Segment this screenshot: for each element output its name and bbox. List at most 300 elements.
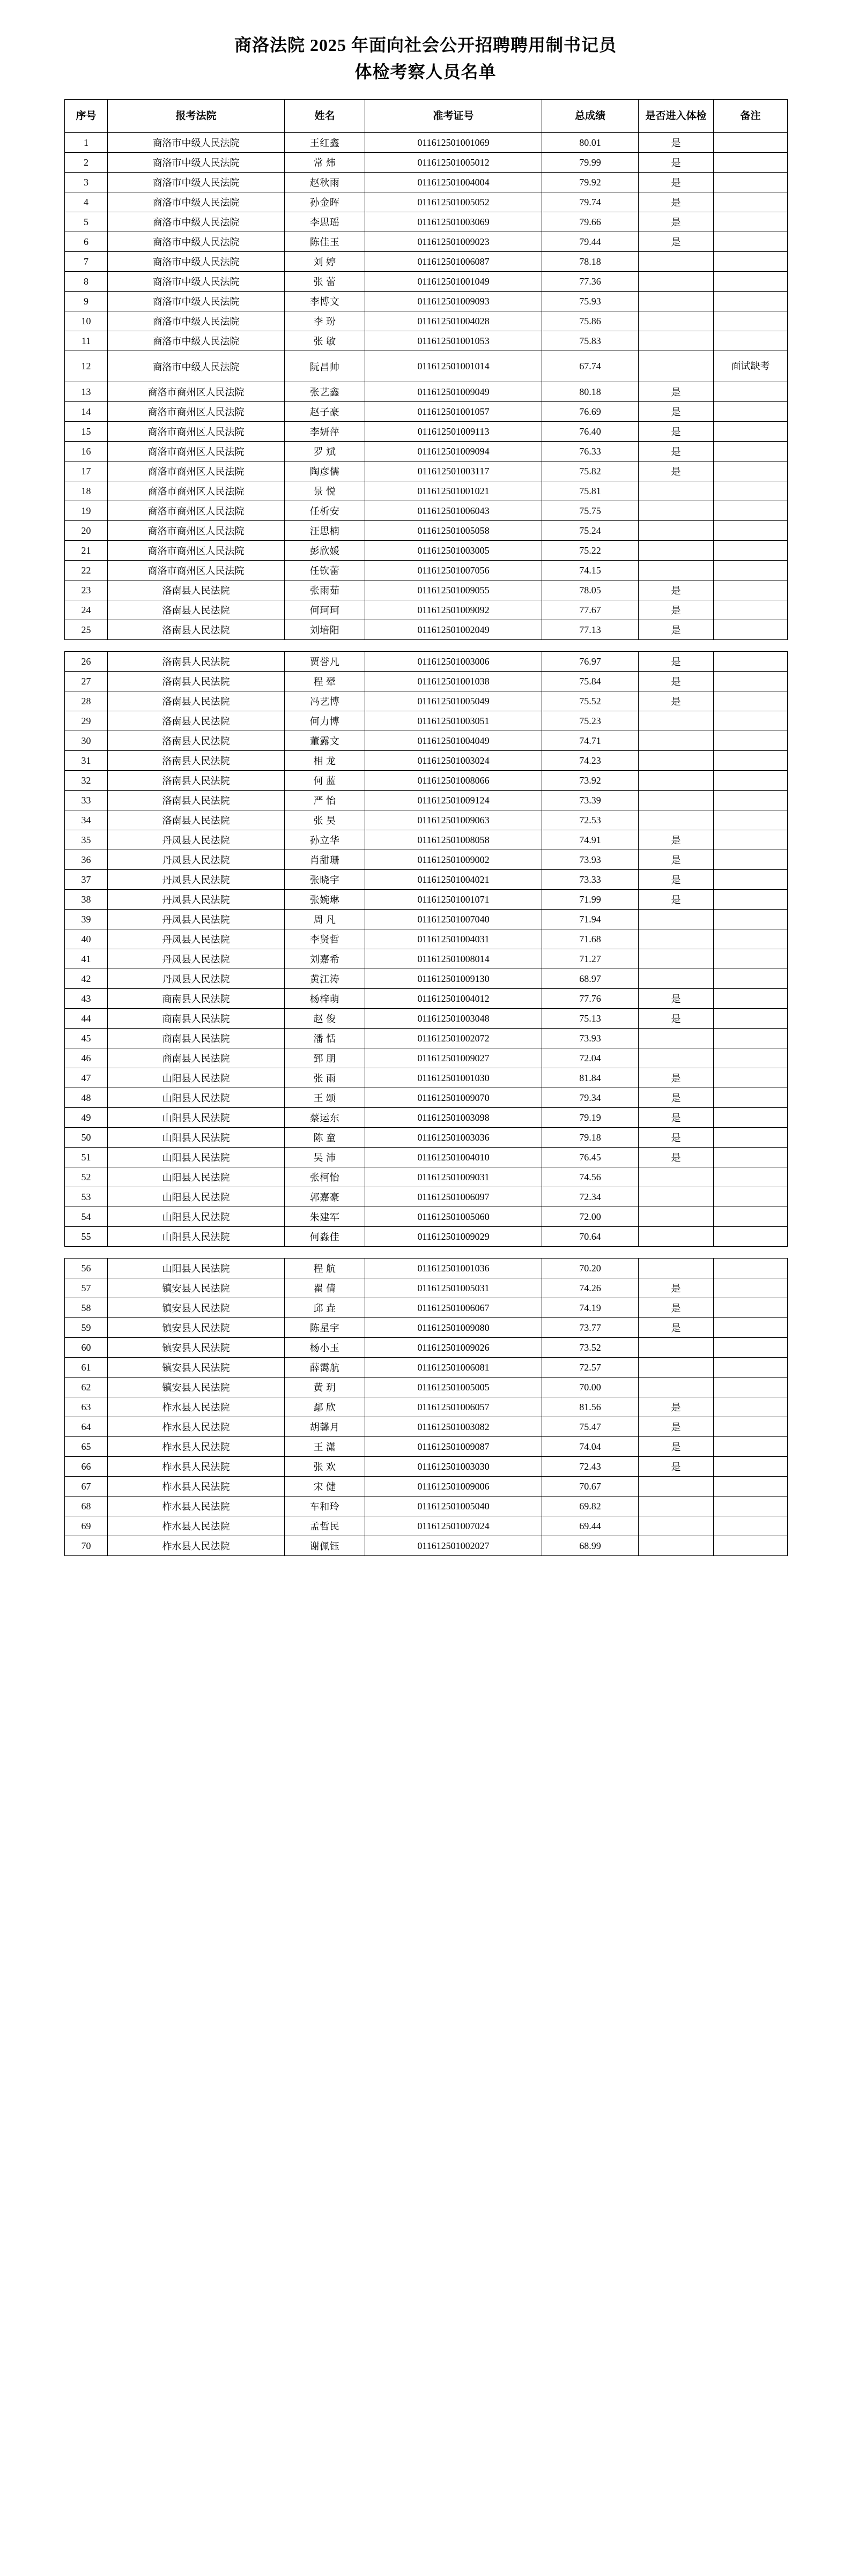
cell-ticket: 011612501006057 [365,1397,542,1417]
cell-ticket: 011612501003098 [365,1108,542,1128]
cell-medical: 是 [639,133,714,153]
cell-seq: 24 [65,600,108,620]
cell-seq: 32 [65,771,108,791]
cell-remark [714,1378,788,1397]
cell-score: 69.44 [542,1516,639,1536]
table-row [65,620,788,640]
cell-name: 杨小玉 [285,1338,365,1358]
cell-remark [714,910,788,929]
cell-score: 74.19 [542,1298,639,1318]
table-row [65,1497,788,1516]
cell-seq: 15 [65,422,108,442]
cell-remark [714,382,788,402]
cell-score: 67.74 [542,351,639,382]
cell-score: 79.66 [542,212,639,232]
cell-ticket: 011612501001036 [365,1259,542,1278]
cell-ticket: 011612501008066 [365,771,542,791]
cell-name: 宋 健 [285,1477,365,1497]
cell-seq: 14 [65,402,108,422]
cell-medical: 是 [639,422,714,442]
table-row [65,252,788,272]
cell-seq: 20 [65,521,108,541]
cell-seq: 27 [65,672,108,691]
table-row [65,292,788,311]
cell-seq: 42 [65,969,108,989]
cell-score: 74.71 [542,731,639,751]
cell-name: 李博文 [285,292,365,311]
table-row [65,501,788,521]
cell-ticket: 011612501008014 [365,949,542,969]
cell-seq: 41 [65,949,108,969]
cell-ticket: 011612501007056 [365,561,542,580]
cell-medical: 是 [639,691,714,711]
table-row [65,1358,788,1378]
table-row [65,1167,788,1187]
table-row [65,1148,788,1167]
cell-score: 76.33 [542,442,639,461]
cell-medical: 是 [639,870,714,890]
cell-medical [639,272,714,292]
table-row [65,351,788,382]
table-row [65,652,788,672]
cell-name: 张 欢 [285,1457,365,1477]
cell-remark [714,731,788,751]
cell-seq: 34 [65,810,108,830]
table-row [65,272,788,292]
cell-medical [639,521,714,541]
cell-medical: 是 [639,1128,714,1148]
cell-remark [714,232,788,252]
cell-ticket: 011612501003051 [365,711,542,731]
cell-medical [639,1167,714,1187]
cell-court: 商南县人民法院 [108,989,285,1009]
cell-name: 常 炜 [285,153,365,173]
table-row [65,481,788,501]
cell-name: 贾誉凡 [285,652,365,672]
cell-seq: 38 [65,890,108,910]
cell-score: 77.67 [542,600,639,620]
table-body [65,133,788,1556]
cell-court: 丹凤县人民法院 [108,830,285,850]
cell-name: 赵秋雨 [285,173,365,192]
table-row [65,810,788,830]
cell-medical: 是 [639,1108,714,1128]
cell-name: 汪思楠 [285,521,365,541]
cell-medical [639,331,714,351]
cell-name: 周 凡 [285,910,365,929]
cell-court: 商洛市商州区人民法院 [108,422,285,442]
table-row [65,850,788,870]
cell-name: 严 怡 [285,791,365,810]
cell-name: 相 龙 [285,751,365,771]
cell-score: 77.76 [542,989,639,1009]
cell-ticket: 011612501003024 [365,751,542,771]
cell-score: 79.74 [542,192,639,212]
cell-remark [714,561,788,580]
cell-court: 镇安县人民法院 [108,1358,285,1378]
cell-remark [714,173,788,192]
cell-score: 74.04 [542,1437,639,1457]
cell-name: 程 翚 [285,672,365,691]
cell-name: 罗 斌 [285,442,365,461]
cell-name: 何 蓝 [285,771,365,791]
cell-medical [639,501,714,521]
cell-name: 陈 童 [285,1128,365,1148]
cell-court: 商洛市中级人民法院 [108,133,285,153]
table-row [65,1278,788,1298]
cell-seq: 35 [65,830,108,850]
cell-remark [714,331,788,351]
table-header [65,100,788,133]
cell-seq: 10 [65,311,108,331]
cell-medical [639,969,714,989]
cell-court: 商洛市中级人民法院 [108,331,285,351]
cell-remark [714,1068,788,1088]
cell-remark [714,969,788,989]
cell-seq: 18 [65,481,108,501]
cell-name: 鄢 欣 [285,1397,365,1417]
cell-ticket: 011612501009093 [365,292,542,311]
cell-score: 75.47 [542,1417,639,1437]
cell-court: 商洛市中级人民法院 [108,232,285,252]
cell-court: 柞水县人民法院 [108,1536,285,1556]
roster-table [64,99,788,1556]
cell-medical: 是 [639,830,714,850]
cell-seq: 55 [65,1227,108,1247]
cell-ticket: 011612501009094 [365,442,542,461]
cell-court: 洛南县人民法院 [108,652,285,672]
title-line-2: 体检考察人员名单 [354,62,497,81]
cell-seq: 4 [65,192,108,212]
cell-court: 商洛市中级人民法院 [108,153,285,173]
cell-medical [639,252,714,272]
cell-remark [714,672,788,691]
cell-ticket: 011612501009026 [365,1338,542,1358]
table-row [65,1378,788,1397]
cell-remark [714,620,788,640]
cell-medical: 是 [639,1278,714,1298]
cell-ticket: 011612501005049 [365,691,542,711]
cell-ticket: 011612501004021 [365,870,542,890]
cell-name: 孟哲民 [285,1516,365,1536]
cell-medical [639,1497,714,1516]
cell-score: 77.13 [542,620,639,640]
cell-remark [714,252,788,272]
cell-score: 79.18 [542,1128,639,1148]
cell-court: 洛南县人民法院 [108,791,285,810]
cell-medical: 是 [639,890,714,910]
table-row [65,1457,788,1477]
cell-remark [714,652,788,672]
cell-ticket: 011612501009002 [365,850,542,870]
cell-score: 76.69 [542,402,639,422]
table-row [65,870,788,890]
cell-remark [714,133,788,153]
cell-remark [714,1358,788,1378]
cell-name: 何力博 [285,711,365,731]
cell-court: 商洛市中级人民法院 [108,192,285,212]
cell-court: 山阳县人民法院 [108,1259,285,1278]
cell-remark [714,1417,788,1437]
cell-score: 80.18 [542,382,639,402]
cell-court: 商南县人民法院 [108,1009,285,1029]
cell-court: 山阳县人民法院 [108,1108,285,1128]
cell-score: 73.52 [542,1338,639,1358]
cell-score: 73.77 [542,1318,639,1338]
cell-court: 洛南县人民法院 [108,672,285,691]
cell-remark [714,1088,788,1108]
cell-score: 74.15 [542,561,639,580]
cell-remark [714,1278,788,1298]
cell-score: 72.04 [542,1048,639,1068]
cell-remark [714,890,788,910]
cell-medical: 是 [639,442,714,461]
cell-seq: 39 [65,910,108,929]
table-row [65,331,788,351]
cell-seq: 40 [65,929,108,949]
table-row [65,691,788,711]
column-header-ticket: 准考证号 [365,100,542,133]
cell-seq: 26 [65,652,108,672]
cell-court: 商南县人民法院 [108,1048,285,1068]
cell-seq: 63 [65,1397,108,1417]
cell-ticket: 011612501006097 [365,1187,542,1207]
table-row [65,791,788,810]
cell-remark [714,541,788,561]
cell-medical: 是 [639,1068,714,1088]
cell-ticket: 011612501001049 [365,272,542,292]
cell-seq: 57 [65,1278,108,1298]
cell-name: 孙立华 [285,830,365,850]
cell-name: 肖甜珊 [285,850,365,870]
cell-medical [639,771,714,791]
table-row [65,1318,788,1338]
cell-ticket: 011612501004010 [365,1148,542,1167]
cell-seq: 61 [65,1358,108,1378]
cell-ticket: 011612501002049 [365,620,542,640]
table-row [65,1477,788,1497]
cell-remark [714,870,788,890]
cell-medical [639,1477,714,1497]
cell-name: 陈佳玉 [285,232,365,252]
cell-court: 丹凤县人民法院 [108,929,285,949]
cell-medical [639,1378,714,1397]
cell-court: 山阳县人民法院 [108,1207,285,1227]
cell-score: 76.97 [542,652,639,672]
cell-ticket: 011612501001038 [365,672,542,691]
cell-name: 何淼佳 [285,1227,365,1247]
cell-medical: 是 [639,672,714,691]
cell-score: 75.22 [542,541,639,561]
cell-ticket: 011612501009087 [365,1437,542,1457]
cell-remark [714,989,788,1009]
cell-medical: 是 [639,1088,714,1108]
cell-score: 70.64 [542,1227,639,1247]
cell-name: 张 雨 [285,1068,365,1088]
cell-court: 镇安县人民法院 [108,1318,285,1338]
cell-name: 潘 恬 [285,1029,365,1048]
cell-medical: 是 [639,989,714,1009]
table-row [65,461,788,481]
cell-court: 商洛市商州区人民法院 [108,501,285,521]
cell-remark [714,422,788,442]
cell-name: 朱建军 [285,1207,365,1227]
cell-ticket: 011612501004031 [365,929,542,949]
cell-medical [639,910,714,929]
cell-medical: 是 [639,1457,714,1477]
table-row [65,969,788,989]
cell-name: 彭欣媛 [285,541,365,561]
cell-ticket: 011612501001069 [365,133,542,153]
cell-medical [639,351,714,382]
cell-medical [639,1187,714,1207]
cell-medical [639,541,714,561]
cell-score: 79.44 [542,232,639,252]
cell-court: 柞水县人民法院 [108,1477,285,1497]
cell-name: 陶彦儒 [285,461,365,481]
cell-medical [639,810,714,830]
cell-name: 张艺鑫 [285,382,365,402]
cell-court: 商洛市商州区人民法院 [108,461,285,481]
cell-ticket: 011612501001014 [365,351,542,382]
cell-court: 山阳县人民法院 [108,1148,285,1167]
cell-score: 75.84 [542,672,639,691]
cell-medical [639,292,714,311]
cell-seq: 13 [65,382,108,402]
table-row [65,1088,788,1108]
cell-court: 洛南县人民法院 [108,810,285,830]
table-row [65,1437,788,1457]
cell-medical [639,561,714,580]
cell-ticket: 011612501009049 [365,382,542,402]
table-row [65,1187,788,1207]
cell-ticket: 011612501005040 [365,1497,542,1516]
cell-medical [639,1516,714,1536]
cell-remark [714,771,788,791]
cell-seq: 2 [65,153,108,173]
cell-court: 山阳县人民法院 [108,1227,285,1247]
table-row [65,1338,788,1358]
cell-medical: 是 [639,382,714,402]
cell-seq: 29 [65,711,108,731]
cell-remark [714,521,788,541]
cell-seq: 44 [65,1009,108,1029]
table-row [65,1068,788,1088]
cell-remark [714,949,788,969]
table-row [65,311,788,331]
table-row [65,890,788,910]
cell-court: 柞水县人民法院 [108,1457,285,1477]
table-row [65,672,788,691]
cell-name: 胡馨月 [285,1417,365,1437]
table-row [65,1128,788,1148]
cell-ticket: 011612501004012 [365,989,542,1009]
cell-medical: 是 [639,850,714,870]
cell-name: 王 潇 [285,1437,365,1457]
cell-score: 75.93 [542,292,639,311]
table-row [65,711,788,731]
cell-score: 74.91 [542,830,639,850]
cell-remark [714,691,788,711]
cell-remark [714,580,788,600]
cell-score: 75.83 [542,331,639,351]
cell-score: 75.13 [542,1009,639,1029]
cell-court: 山阳县人民法院 [108,1187,285,1207]
cell-medical: 是 [639,212,714,232]
cell-court: 洛南县人民法院 [108,711,285,731]
cell-name: 黄江涛 [285,969,365,989]
cell-score: 75.52 [542,691,639,711]
table-row [65,580,788,600]
cell-medical [639,711,714,731]
cell-score: 71.27 [542,949,639,969]
cell-remark [714,1298,788,1318]
cell-name: 冯艺博 [285,691,365,711]
cell-remark [714,1437,788,1457]
cell-remark [714,1259,788,1278]
cell-score: 76.45 [542,1148,639,1167]
cell-name: 黄 玥 [285,1378,365,1397]
cell-ticket: 011612501006087 [365,252,542,272]
cell-score: 70.00 [542,1378,639,1397]
cell-seq: 65 [65,1437,108,1457]
cell-medical: 是 [639,232,714,252]
cell-court: 丹凤县人民法院 [108,910,285,929]
cell-ticket: 011612501009006 [365,1477,542,1497]
cell-seq: 28 [65,691,108,711]
cell-name: 景 悦 [285,481,365,501]
cell-seq: 60 [65,1338,108,1358]
cell-seq: 19 [65,501,108,521]
cell-score: 72.53 [542,810,639,830]
cell-seq: 66 [65,1457,108,1477]
cell-court: 柞水县人民法院 [108,1397,285,1417]
cell-score: 68.99 [542,1536,639,1556]
cell-court: 商洛市中级人民法院 [108,252,285,272]
cell-medical: 是 [639,173,714,192]
cell-score: 75.24 [542,521,639,541]
cell-medical [639,929,714,949]
cell-remark [714,929,788,949]
cell-remark [714,1148,788,1167]
cell-seq: 9 [65,292,108,311]
cell-remark [714,1009,788,1029]
cell-name: 张雨茹 [285,580,365,600]
cell-medical [639,1029,714,1048]
cell-name: 王红鑫 [285,133,365,153]
cell-ticket: 011612501002027 [365,1536,542,1556]
cell-court: 洛南县人民法院 [108,751,285,771]
cell-ticket: 011612501008058 [365,830,542,850]
cell-court: 丹凤县人民法院 [108,969,285,989]
cell-score: 79.34 [542,1088,639,1108]
cell-seq: 12 [65,351,108,382]
cell-ticket: 011612501004049 [365,731,542,751]
cell-remark [714,442,788,461]
cell-remark [714,830,788,850]
cell-seq: 50 [65,1128,108,1148]
cell-ticket: 011612501003082 [365,1417,542,1437]
cell-ticket: 011612501003005 [365,541,542,561]
cell-ticket: 011612501009029 [365,1227,542,1247]
cell-medical [639,1207,714,1227]
cell-seq: 64 [65,1417,108,1437]
cell-medical [639,949,714,969]
cell-name: 刘培阳 [285,620,365,640]
cell-court: 商洛市中级人民法院 [108,212,285,232]
cell-remark [714,1167,788,1187]
cell-score: 72.00 [542,1207,639,1227]
